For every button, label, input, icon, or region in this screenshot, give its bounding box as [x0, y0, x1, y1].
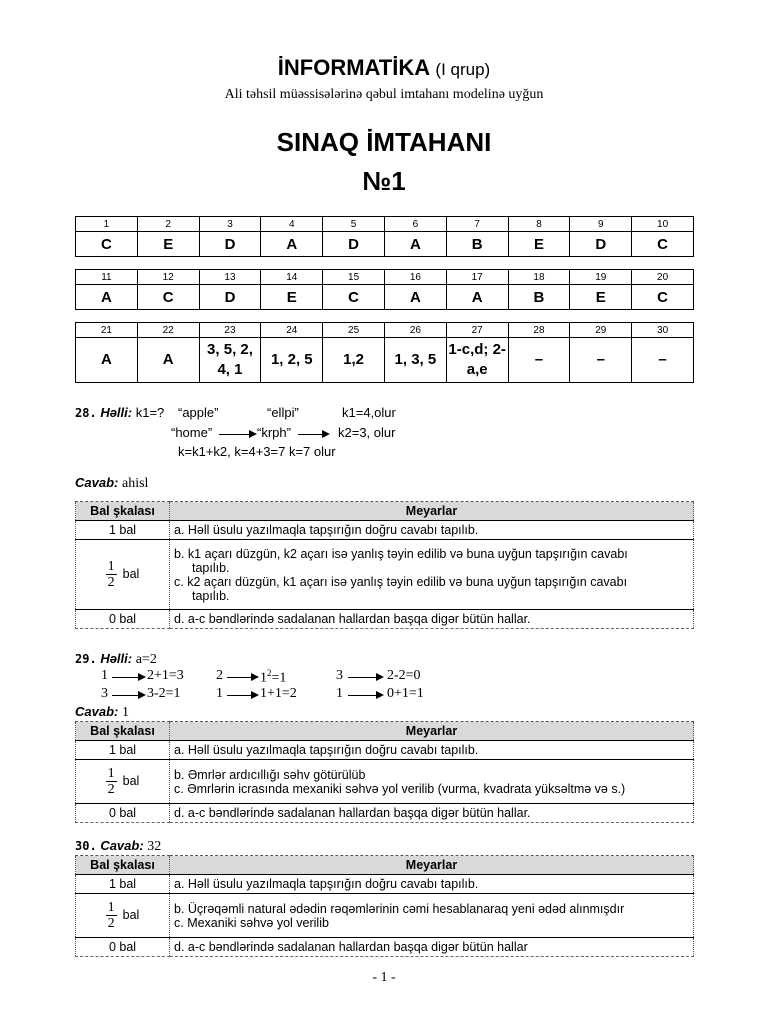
question-number-cell: 10: [632, 217, 694, 232]
criteria-cell: a. Həll üsulu yazılmaqla tapşırığın doğru cavabı tapılıb.: [170, 875, 694, 894]
q29-expr: 2-2=0: [387, 668, 421, 683]
question-number-cell: 12: [137, 270, 199, 285]
answer-cell: C: [632, 285, 694, 310]
score-cell: 0 bal: [76, 804, 170, 823]
answer-cell: A: [137, 338, 199, 383]
q28-answer: [75, 475, 148, 492]
question-number: 29.: [75, 652, 97, 666]
answer-cell: E: [570, 285, 632, 310]
answer-cell: 1,2: [323, 338, 385, 383]
document-title: [0, 55, 768, 81]
question-number-cell: 26: [384, 323, 446, 338]
arrow-line: [298, 434, 322, 435]
answer-cell: A: [76, 338, 138, 383]
question-number-cell: 22: [137, 323, 199, 338]
criteria-cell: d. a-c bəndlərində sadalanan hallardan başqa digər bütün hallar: [170, 938, 694, 957]
arrow-right-icon: [251, 691, 259, 699]
answer-cell: 1-c,d; 2-a,e: [446, 338, 508, 383]
question-number-cell: 30: [632, 323, 694, 338]
criteria-cell: b. Üçrəqəmli natural ədədin rəqəmlərinin cəmi hesablanaraq yeni ədəd alınmışdır c. Mexaniki səhvə yol verilib: [170, 894, 694, 938]
question-number-cell: 13: [199, 270, 261, 285]
question-number-cell: 18: [508, 270, 570, 285]
answer-values-row: [76, 338, 694, 383]
answer-cell: E: [137, 232, 199, 257]
question-number-cell: 29: [570, 323, 632, 338]
header-scale: Bal şkalası: [76, 502, 170, 521]
answer-cell: A: [384, 232, 446, 257]
answer-label: Cavab:: [100, 838, 144, 853]
question-number-cell: 15: [323, 270, 385, 285]
q28-k-sum: k=k1+k2, k=4+3=7 k=7 olur: [178, 444, 336, 459]
arrow-line: [348, 695, 376, 696]
q28-apple: “apple”: [178, 405, 219, 420]
arrow-right-icon: [251, 673, 259, 681]
answer-cell: A: [446, 285, 508, 310]
q28-grading-table: [75, 501, 694, 629]
answer-cell: –: [508, 338, 570, 383]
q29-expr: 3: [336, 668, 343, 683]
q29-solution-line: [75, 651, 157, 668]
exam-title: SINAQ İMTAHANI: [276, 127, 492, 157]
criteria-cell: a. Həll üsulu yazılmaqla tapşırığın doğru cavabı tapılıb.: [170, 521, 694, 540]
answer-cell: C: [137, 285, 199, 310]
q29-expr: 1: [336, 686, 343, 701]
q30-grading-table: [75, 855, 694, 957]
answer-cell: 3, 5, 2, 4, 1: [199, 338, 261, 383]
score-cell-half: $\frac{1}{2}$ bal: [76, 760, 170, 804]
header-scale: Bal şkalası: [76, 856, 170, 875]
q28-solution-line1: [75, 405, 164, 420]
answer-numbers-row: [76, 323, 694, 338]
arrow-line: [348, 677, 376, 678]
title-main: İNFORMATİKA: [277, 55, 430, 80]
answer-values-row: [76, 285, 694, 310]
solution-label: Həlli:: [100, 405, 133, 420]
criteria-cell: d. a-c bəndlərində sadalanan hallardan başqa digər bütün hallar.: [170, 610, 694, 629]
q29-expr: 1: [101, 668, 108, 683]
q29-expr: 3-2=1: [147, 686, 181, 701]
q29-given: a=2: [135, 652, 157, 667]
question-number-cell: 20: [632, 270, 694, 285]
arrow-right-icon: [138, 673, 146, 681]
question-number-cell: 1: [76, 217, 138, 232]
criteria-cell: b. Əmrlər ardıcıllığı səhv götürülüb c. Əmrlərin icrasında mexaniki səhvə yol verilib (vurma, kvadrata yüksəltmə və s.): [170, 760, 694, 804]
answer-cell: D: [199, 285, 261, 310]
score-cell-half: $\frac{1}{2}$ bal: [76, 894, 170, 938]
answer-label: Cavab:: [75, 475, 119, 490]
document-subtitle: Ali təhsil müəssisələrinə qəbul imtahanı modelinə uyğun: [224, 87, 544, 102]
q29-expr: 1+1=2: [260, 686, 297, 701]
header-criteria: Meyarlar: [170, 722, 694, 741]
arrow-line: [219, 434, 249, 435]
question-number-cell: 5: [323, 217, 385, 232]
answer-cell: –: [570, 338, 632, 383]
q29-answer: [75, 704, 129, 721]
fraction-half: $\frac{1}{2}$: [107, 766, 115, 797]
q28-home: “home”: [171, 425, 213, 440]
exam-number: №1: [362, 166, 406, 196]
score-cell: 1 bal: [76, 875, 170, 894]
question-number-cell: 14: [261, 270, 323, 285]
question-number-cell: 16: [384, 270, 446, 285]
solution-label: Həlli:: [100, 651, 133, 666]
title-group: (I qrup): [435, 60, 491, 79]
question-number-cell: 27: [446, 323, 508, 338]
question-number-cell: 3: [199, 217, 261, 232]
question-number-cell: 4: [261, 217, 323, 232]
answer-cell: A: [76, 285, 138, 310]
question-number-cell: 9: [570, 217, 632, 232]
answer-value: ahisl: [121, 476, 149, 491]
q30-answer: [75, 838, 161, 855]
answer-cell: D: [199, 232, 261, 257]
answer-value: 32: [147, 839, 162, 854]
q29-expr: $1^2=1$: [260, 668, 287, 686]
page-number: - 1 -: [372, 970, 396, 985]
q29-expr: 1: [216, 686, 223, 701]
criteria-cell: d. a-c bəndlərində sadalanan hallardan başqa digər bütün hallar.: [170, 804, 694, 823]
fraction-half: $\frac{1}{2}$: [107, 559, 115, 590]
answer-cell: D: [323, 232, 385, 257]
q28-k2-result: k2=3, olur: [338, 425, 396, 440]
answer-label: Cavab:: [75, 704, 119, 719]
criteria-cell: a. Həll üsulu yazılmaqla tapşırığın doğru cavabı tapılıb.: [170, 741, 694, 760]
answer-numbers-row: [76, 270, 694, 285]
arrow-right-icon: [249, 430, 257, 438]
question-number: 30.: [75, 839, 97, 853]
answer-cell: 1, 2, 5: [261, 338, 323, 383]
q29-expr: 3: [101, 686, 108, 701]
question-number-cell: 23: [199, 323, 261, 338]
question-number-cell: 8: [508, 217, 570, 232]
question-number-cell: 2: [137, 217, 199, 232]
answer-table-1: [75, 216, 694, 257]
q29-expr: 0+1=1: [387, 686, 424, 701]
answer-cell: C: [76, 232, 138, 257]
score-cell: 0 bal: [76, 610, 170, 629]
answer-numbers-row: [76, 217, 694, 232]
question-number-cell: 6: [384, 217, 446, 232]
question-number-cell: 17: [446, 270, 508, 285]
score-cell: 1 bal: [76, 521, 170, 540]
answer-values-row: [76, 232, 694, 257]
question-number-cell: 11: [76, 270, 138, 285]
answer-cell: C: [323, 285, 385, 310]
fraction-half: $\frac{1}{2}$: [107, 900, 115, 931]
header-criteria: Meyarlar: [170, 502, 694, 521]
answer-cell: –: [632, 338, 694, 383]
answer-cell: A: [384, 285, 446, 310]
arrow-line: [227, 695, 251, 696]
header-criteria: Meyarlar: [170, 856, 694, 875]
q29-expr: 2+1=3: [147, 668, 184, 683]
score-cell-half: $\frac{1}{2}$ bal: [76, 540, 170, 610]
question-number-cell: 19: [570, 270, 632, 285]
answer-value: 1: [121, 705, 129, 720]
question-number-cell: 25: [323, 323, 385, 338]
answer-cell: B: [508, 285, 570, 310]
question-number: 28.: [75, 406, 97, 420]
question-number-cell: 24: [261, 323, 323, 338]
arrow-right-icon: [138, 691, 146, 699]
question-number-cell: 7: [446, 217, 508, 232]
q28-krph: “krph”: [257, 425, 291, 440]
arrow-right-icon: [376, 673, 384, 681]
arrow-right-icon: [322, 430, 330, 438]
q28-k1-result: k1=4,olur: [342, 405, 396, 420]
header-scale: Bal şkalası: [76, 722, 170, 741]
answer-cell: E: [261, 285, 323, 310]
answer-cell: D: [570, 232, 632, 257]
score-cell: 0 bal: [76, 938, 170, 957]
score-cell: 1 bal: [76, 741, 170, 760]
answer-cell: E: [508, 232, 570, 257]
question-number-cell: 21: [76, 323, 138, 338]
answer-cell: A: [261, 232, 323, 257]
q28-ellpi: “ellpi”: [267, 405, 299, 420]
question-number-cell: 28: [508, 323, 570, 338]
q28-k1-question: k1=?: [135, 405, 165, 420]
q29-expr: 2: [216, 668, 223, 683]
arrow-line: [112, 695, 138, 696]
answer-cell: 1, 3, 5: [384, 338, 446, 383]
answer-cell: B: [446, 232, 508, 257]
criteria-cell: b. k1 açarı düzgün, k2 açarı isə yanlış təyin edilib və buna uyğun tapşırığın cavabı tapılıb. c. k2 açarı düzgün, k1 açarı isə yanlış təyin edilib və buna uyğun tapşırığın cavabı tapılıb.: [170, 540, 694, 610]
q29-grading-table: [75, 721, 694, 823]
answer-table-3: [75, 322, 694, 383]
arrow-line: [227, 677, 251, 678]
arrow-right-icon: [376, 691, 384, 699]
answer-table-2: [75, 269, 694, 310]
answer-cell: C: [632, 232, 694, 257]
arrow-line: [112, 677, 138, 678]
